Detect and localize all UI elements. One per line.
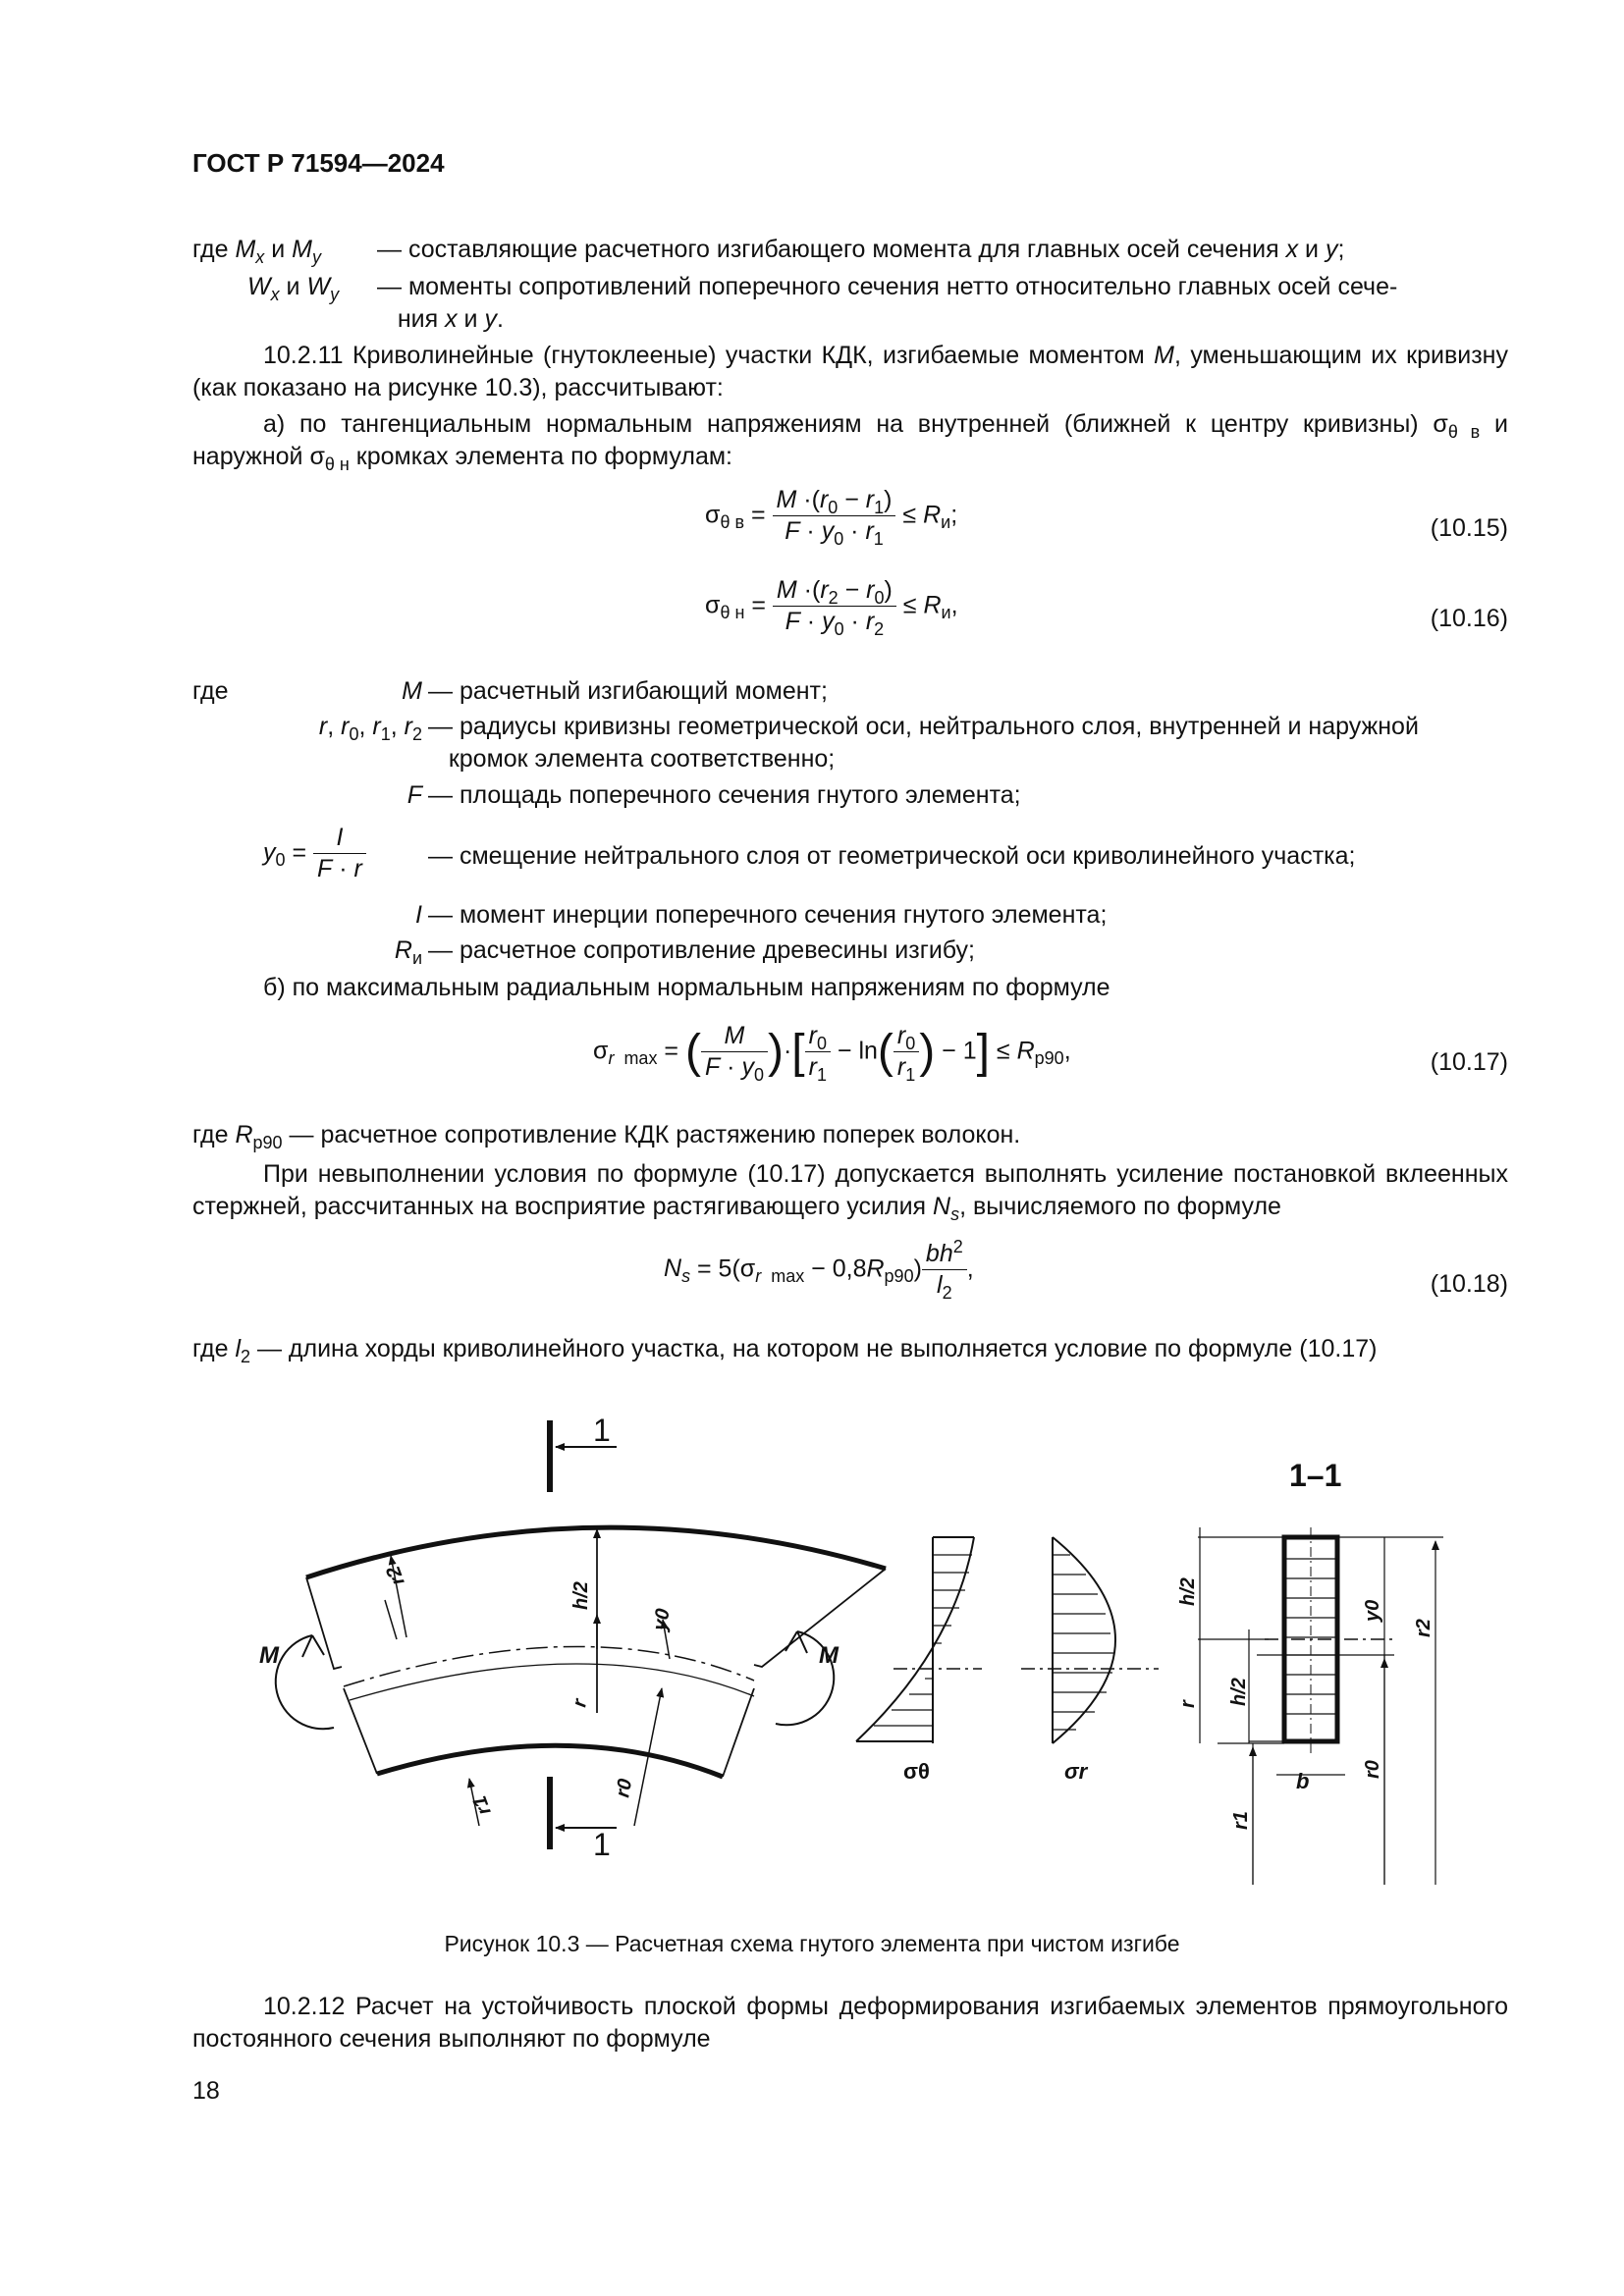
formula-number-10-16: (10.16) (1430, 605, 1508, 632)
formula-10-17: $\sigma_{r max}$ = ( $\frac{M}{F \cdot y_0}$ )·[ $\frac{r_0}{r_1}$ − ln( $\frac{r_0}{r_1}$ ) − $1] \le R_{р90}$, (593, 1022, 1071, 1085)
formula-10-18: $N_s = 5(\sigma_{r max} - 0,8R_{р90})$ $\frac{bh^2}{l_2}$ , (664, 1237, 974, 1303)
def-label-m: M (402, 677, 422, 705)
dim-r-label: r (568, 1697, 592, 1709)
sec-r1-label: r1 (1230, 1811, 1252, 1830)
def-text-wx-wy: — моменты сопротивлений поперечного сечения нетто относительно главных осей сече- ния x и y. (377, 273, 1398, 333)
formula-number-10-18: (10.18) (1430, 1270, 1508, 1298)
def-label-ri: $R_и$ (394, 936, 422, 968)
dim-h2-label: h/2 (570, 1581, 592, 1610)
section-title: 1–1 (1289, 1458, 1342, 1493)
sec-y0-label: y0 (1362, 1599, 1383, 1622)
sigma-r-label: σr (1064, 1759, 1088, 1784)
sigma-theta-label: σθ (903, 1759, 930, 1784)
def-text-m: — расчетный изгибающий момент; (428, 677, 828, 705)
def-text-y0: — смещение нейтрального слоя от геометрической оси криволинейного участка; (428, 842, 1356, 870)
dim-r0-label: r0 (612, 1777, 637, 1799)
where-l2: где $l_2$ — длина хорды криволинейного участка, на котором не выполняется условие по формуле (10.17) (192, 1335, 1378, 1366)
sec-h2-top-label: h/2 (1177, 1577, 1199, 1606)
dim-r1-label: r1 (468, 1792, 496, 1818)
formula-10-16: $\sigma_{\theta н}$ = $\frac{M \cdot(r_2 - r_0)}{F \cdot y_0 \cdot r_2}$ ≤ $R_и$, (705, 576, 958, 639)
formula-number-10-17: (10.17) (1430, 1048, 1508, 1076)
moment-label-right: M (819, 1642, 839, 1669)
def-text-i: — момент инерции поперечного сечения гнутого элемента; (428, 901, 1108, 929)
cut-label-top: 1 (593, 1413, 611, 1448)
sec-r2-label: r2 (1413, 1619, 1435, 1637)
geometric-axis (350, 1664, 754, 1700)
dim-r2-label: r2 (382, 1563, 409, 1588)
def-label-radii: r, $r_0$, $r_1$, $r_2$ (318, 713, 422, 744)
page-number: 18 (192, 2077, 220, 2105)
item-a: а) по тангенциальным нормальным напряжениям на внутренней (ближней к центру кривизны) $\sigma_{\theta в}$ и наружной $\sigma_{\theta н}$ кромках элемента по формулам: (192, 410, 1508, 474)
formula-number-10-15: (10.15) (1430, 514, 1508, 542)
item-b: б) по максимальным радиальным нормальным напряжениям по формуле (263, 974, 1110, 1001)
paragraph-10-2-11: 10.2.11 Криволинейные (гнутоклееные) участки КДК, изгибаемые моментом M, уменьшающим их кривизну (как показано на рисунке 10.3), рассчитывают: (192, 342, 1508, 401)
moment-label-left: M (259, 1642, 279, 1669)
dim-y0-label: y0 (649, 1607, 675, 1632)
document-header: ГОСТ Р 71594—2024 (192, 148, 445, 178)
cut-label-bottom: 1 (593, 1827, 611, 1862)
def-label-y0: $y_0$ = $\frac{I}{F \cdot r}$ (263, 823, 366, 885)
def-text-radii: — радиусы кривизны геометрической оси, нейтрального слоя, внутренней и наружной кромок элемента соответственно; (428, 713, 1419, 773)
def-text-f: — площадь поперечного сечения гнутого элемента; (428, 781, 1021, 809)
inner-edge (377, 1745, 723, 1777)
sec-h2-bottom-label: h/2 (1228, 1678, 1250, 1706)
def-label-f: F (406, 781, 422, 809)
sec-r-label: r (1177, 1700, 1199, 1708)
figure-caption: Рисунок 10.3 — Расчетная схема гнутого элемента при чистом изгибе (444, 1931, 1180, 1956)
figure-10-3 (0, 1374, 1624, 1924)
def-text-mx-my: — составляющие расчетного изгибающего момента для главных осей сечения x и y; (377, 236, 1345, 263)
section-b-label: b (1296, 1769, 1310, 1793)
paragraph-10-2-12: 10.2.12 Расчет на устойчивость плоской формы деформирования изгибаемых элементов прямоугольного постоянного сечения выполняют по формуле (192, 1993, 1508, 2053)
def-label-i: I (415, 901, 422, 929)
where-rp90: где $R_{р90}$ — расчетное сопротивление КДК растяжению поперек волокон. (192, 1121, 1021, 1152)
def-text-ri: — расчетное сопротивление древесины изгибу; (428, 936, 976, 964)
def-label-wx-wy: $W_x$ и $W_y$ (247, 273, 340, 304)
neutral-axis (344, 1646, 754, 1686)
where-label: где (192, 677, 229, 705)
sec-r0-label: r0 (1362, 1760, 1383, 1779)
def-label-mx-my: где $M_x$ и $M_y$ (192, 236, 321, 267)
paragraph-reinforce: При невыполнении условия по формуле (10.17) допускается выполнять усиление постановкой вклеенных стержней, рассчитанных на восприятие растягивающего усилия $N_s$, вычисляемого по формуле (192, 1160, 1508, 1224)
formula-10-15: $\sigma_{\theta в}$ = $\frac{M \cdot(r_0 - r_1)}{F \cdot y_0 \cdot r_1}$ ≤ $R_и$; (705, 486, 958, 549)
